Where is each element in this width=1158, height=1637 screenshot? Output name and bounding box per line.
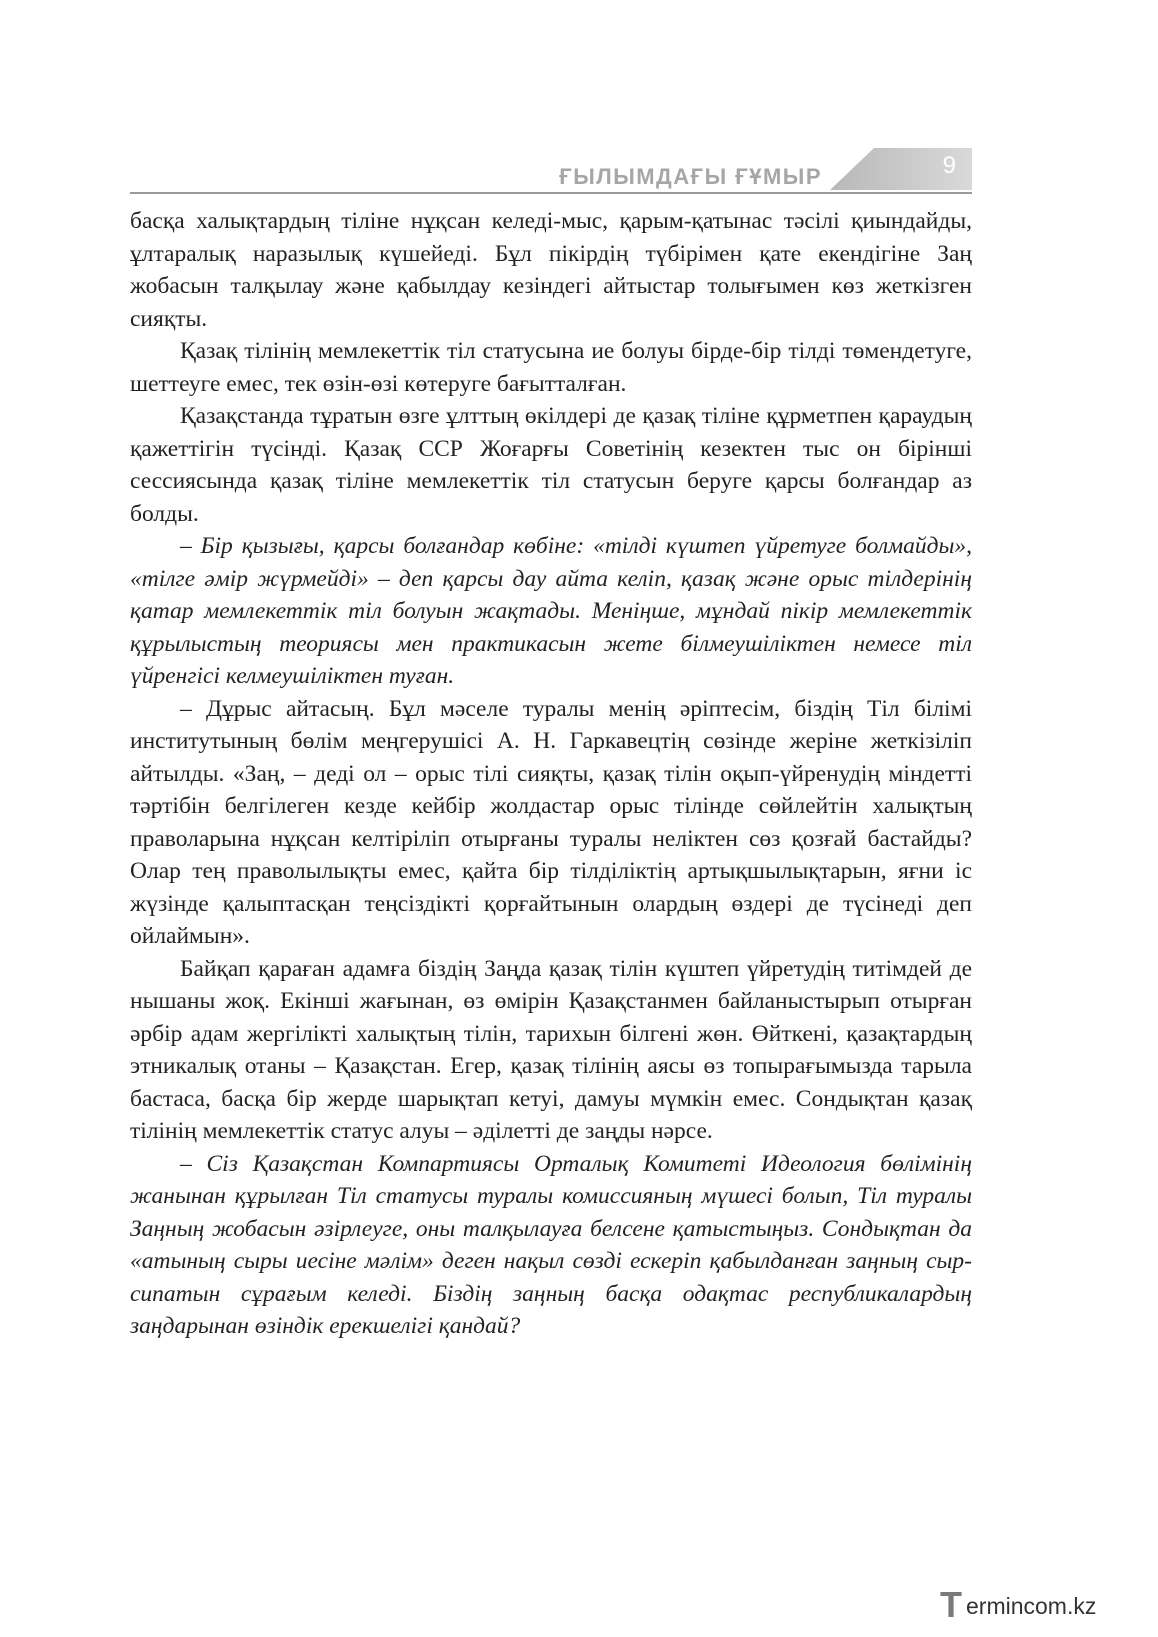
paragraph: – Дұрыс айтасың. Бұл мәселе туралы менің әріптесім, біздің Тіл білімі институтының бөлім меңгерушісі А. Н. Гаркавецтің сөзінде жеріне жеткізіліп айтылды. «Заң, – деді ол – орыс тілі сияқты, қазақ тілін оқып-үйренудің міндетті тәртібін белгілеген кезде кейбір жолдастар орыс тілінде сөйлейтін халықтың праволарына нұқсан келтіріліп отырғаны туралы неліктен сөз қозғай бастайды? Олар тең праволылықты емес, қайта бір тілділіктің артықшылықтарын, яғни іс жүзінде қалыптасқан теңсіздікті қорғайтынын олардың өздері де түсінеді деп ойлаймын».: [130, 695, 972, 949]
interviewer-question: – Сіз Қазақстан Компартиясы Орталық Комитеті Идеология бөлімінің жанынан құрылған Тіл статусы туралы комиссияның мүшесі болып, Тіл туралы Заңның жобасын әзірлеуге, оны талқылауға белсене қатыстыңыз. Сондықтан да «атының сыры иесіне мәлім» деген нақыл сөзді ескеріп қабылданған заңның сыр-сипатын сұрағым келеді. Біздің заңның басқа одақтас республикалардың заңдарынан өзіндік ерекшелігі қандай?: [130, 1150, 972, 1339]
watermark-t-glyph: T: [940, 1584, 962, 1625]
body-text: [130, 205, 972, 1343]
paragraph: Қазақ тілінің мемлекеттік тіл статусына ие болуы бірде-бір тілді төмендетуге, шеттеуге емес, тек өзін-өзі көтеруге бағытталған.: [130, 338, 972, 397]
interviewer-question: – Бір қызығы, қарсы болғандар көбіне: «тілді күштеп үйретуге болмайды», «тілге әмір жүрмейді» – деп қарсы дау айта келіп, қазақ және орыс тілдерінің қатар мемлекеттік тіл болуын жақтады. Меніңше, мұндай пікір мемлекеттік құрылыстың теориясы мен практикасын жете білмеушіліктен немесе тіл үйренгісі келмеушіліктен туған.: [130, 533, 972, 689]
page-number: 9: [942, 152, 956, 179]
watermark-logo: [940, 1585, 1140, 1625]
page-header: [130, 148, 972, 196]
paragraph: Қазақстанда тұратын өзге ұлттың өкілдері де қазақ тіліне құрметпен қараудың қажеттігін түсінді. Қазақ ССР Жоғарғы Советінің кезектен тыс он бірінші сессиясында қазақ тіліне мемлекеттік тіл статусын беруге қарсы болғандар аз болды.: [130, 403, 972, 527]
paragraph: Байқап қараған адамға біздің Заңда қазақ тілін күштеп үйретудің титімдей де нышаны жоқ. Екінші жағынан, өз өмірін Қазақстанмен байланыстырып отырған әрбір адам жергілікті халықтың тілін, тарихын білгені жөн. Өйткені, қазақтардың этникалық отаны – Қазақстан. Егер, қазақ тілінің аясы өз топырағымызда тарыла бастаса, басқа бір жерде шарықтап кетуі, дамуы мүмкін емес. Сондықтан қазақ тілінің мемлекеттік статус алуы – әділетті де заңды нәрсе.: [130, 955, 972, 1144]
header-divider: [130, 192, 972, 194]
paragraph: басқа халықтардың тіліне нұқсан келеді-мыс, қарым-қатынас тәсілі қиындайды, ұлтаралық наразылық күшейеді. Бұл пікірдің түбірімен қате екендігіне Заң жобасын талқылау және қабылдау кезіндегі айтыстар толығымен көз жеткізген сияқты.: [130, 208, 972, 332]
running-title: ҒЫЛЫМДАҒЫ ҒҰМЫР: [559, 164, 822, 189]
watermark-text: ermincom.kz: [966, 1593, 1097, 1619]
